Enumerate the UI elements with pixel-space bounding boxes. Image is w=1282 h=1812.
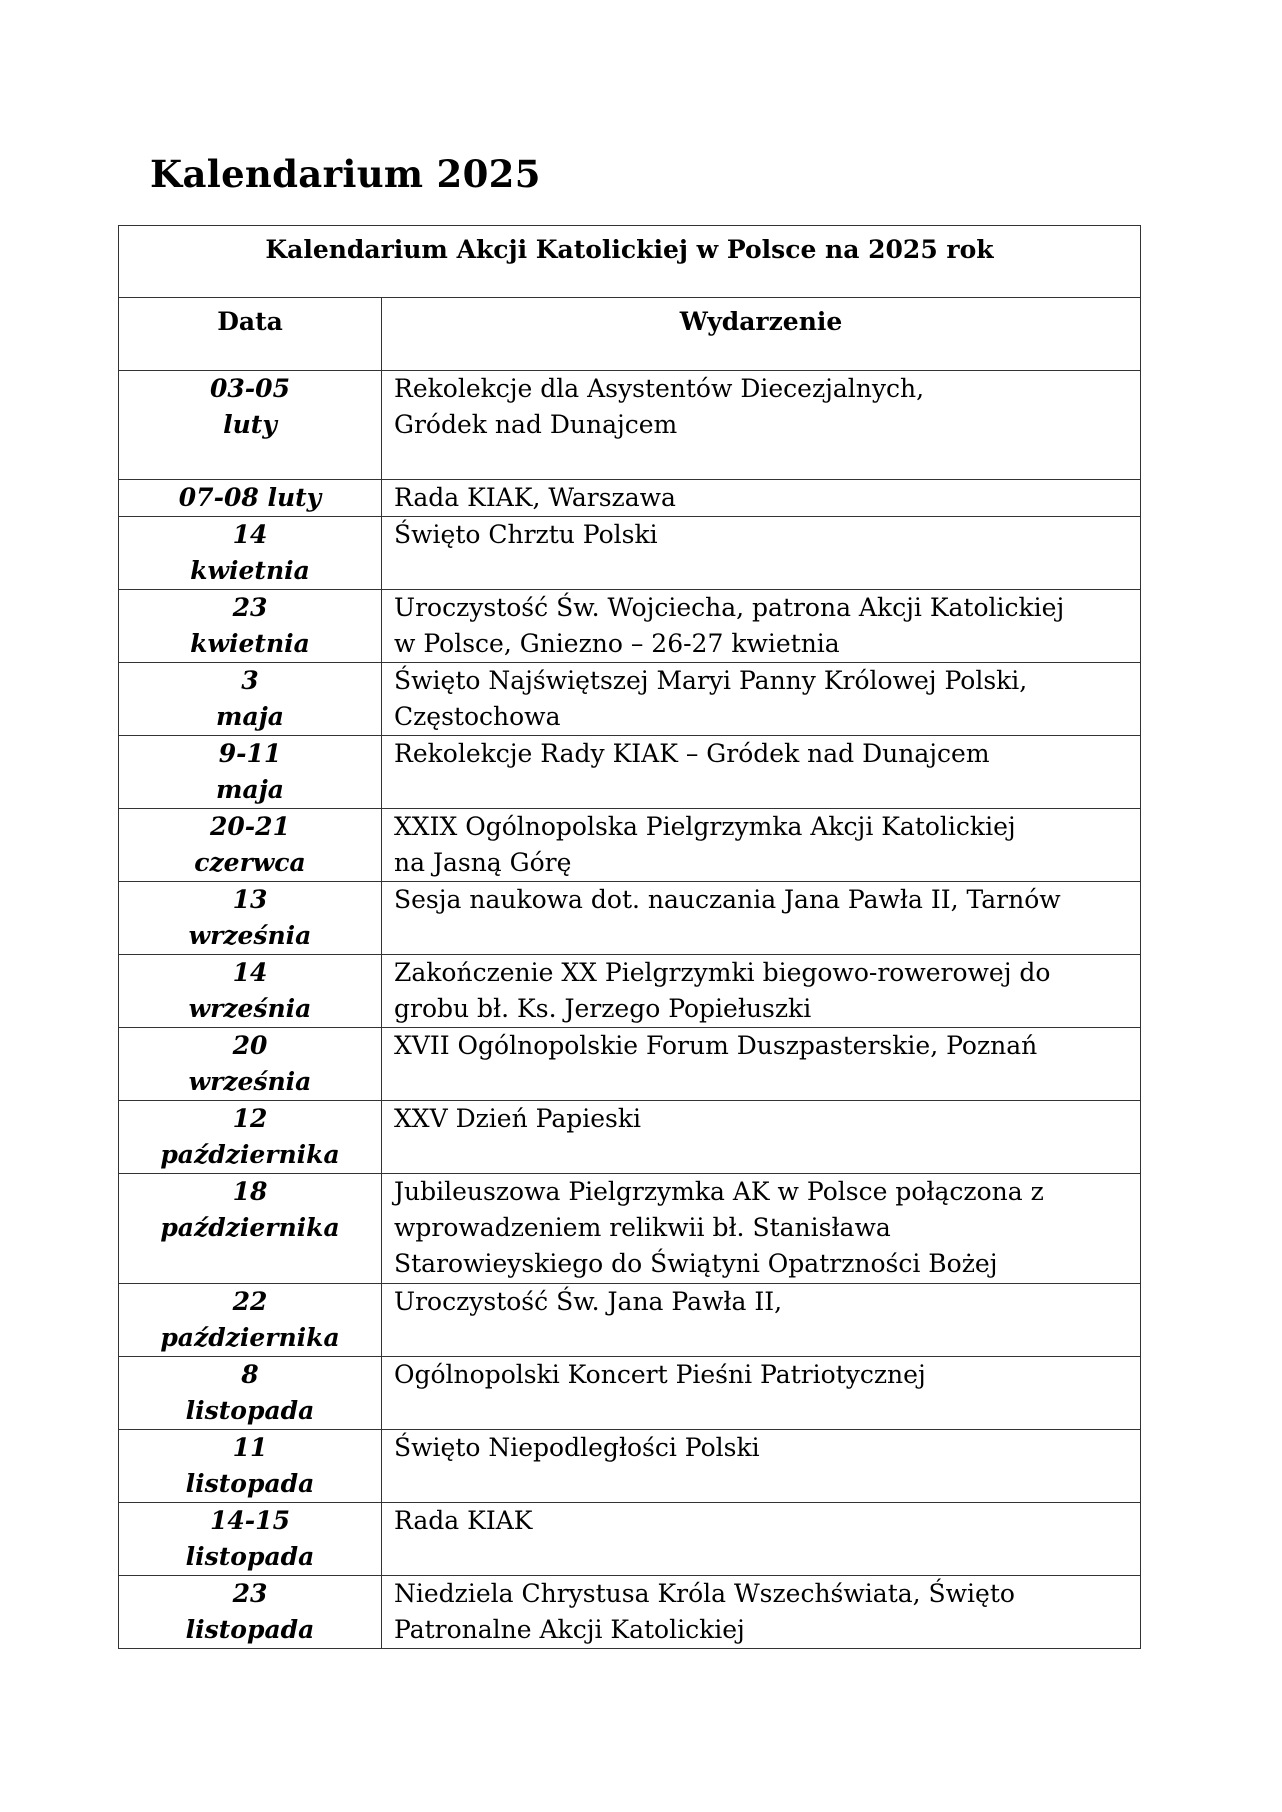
table-row — [119, 517, 1141, 590]
table-row — [119, 1503, 1141, 1576]
calendar-table — [118, 225, 1141, 1649]
date-cell: 07-08 luty — [119, 480, 382, 517]
date-cell: 20 września — [119, 1028, 382, 1101]
column-header-date: Data — [119, 298, 382, 371]
table-row — [119, 590, 1141, 663]
date-cell: 12 października — [119, 1101, 382, 1174]
column-header-event: Wydarzenie — [382, 298, 1141, 371]
date-cell: 22 października — [119, 1284, 382, 1357]
date-cell: 13 września — [119, 882, 382, 955]
date-cell: 14-15 listopada — [119, 1503, 382, 1576]
table-row — [119, 809, 1141, 882]
table-row — [119, 1174, 1141, 1284]
table-row — [119, 1101, 1141, 1174]
table-row — [119, 663, 1141, 736]
date-cell: 14 września — [119, 955, 382, 1028]
event-cell: Uroczystość Św. Wojciecha, patrona Akcji Katolickiej w Polsce, Gniezno – 26-27 kwietnia — [382, 590, 1141, 663]
date-cell: 14 kwietnia — [119, 517, 382, 590]
event-cell: Święto Niepodległości Polski — [382, 1430, 1141, 1503]
date-cell: 23 kwietnia — [119, 590, 382, 663]
event-cell: XXIX Ogólnopolska Pielgrzymka Akcji Katolickiej na Jasną Górę — [382, 809, 1141, 882]
table-row — [119, 955, 1141, 1028]
event-cell: Ogólnopolski Koncert Pieśni Patriotycznej — [382, 1357, 1141, 1430]
date-cell: 23 listopada — [119, 1576, 382, 1649]
table-row — [119, 882, 1141, 955]
table-row — [119, 1576, 1141, 1649]
date-cell: 11 listopada — [119, 1430, 382, 1503]
event-cell: Święto Chrztu Polski — [382, 517, 1141, 590]
event-cell: XVII Ogólnopolskie Forum Duszpasterskie, Poznań — [382, 1028, 1141, 1101]
date-cell: 18 października — [119, 1174, 382, 1284]
table-row — [119, 736, 1141, 809]
event-cell: Rada KIAK, Warszawa — [382, 480, 1141, 517]
page-title: Kalendarium 2025 — [150, 152, 541, 196]
date-cell: 20-21 czerwca — [119, 809, 382, 882]
table-row — [119, 1028, 1141, 1101]
event-cell: Jubileuszowa Pielgrzymka AK w Polsce połączona z wprowadzeniem relikwii bł. Stanisława Starowieyskiego do Świątyni Opatrzności Bożej — [382, 1174, 1141, 1284]
table-row — [119, 371, 1141, 480]
event-cell: XXV Dzień Papieski — [382, 1101, 1141, 1174]
event-cell: Uroczystość Św. Jana Pawła II, — [382, 1284, 1141, 1357]
event-cell: Sesja naukowa dot. nauczania Jana Pawła II, Tarnów — [382, 882, 1141, 955]
event-cell: Zakończenie XX Pielgrzymki biegowo-rowerowej do grobu bł. Ks. Jerzego Popiełuszki — [382, 955, 1141, 1028]
event-cell: Rekolekcje dla Asystentów Diecezjalnych, Gródek nad Dunajcem — [382, 371, 1141, 480]
date-cell: 03-05 luty — [119, 371, 382, 480]
event-cell: Święto Najświętszej Maryi Panny Królowej Polski, Częstochowa — [382, 663, 1141, 736]
event-cell: Niedziela Chrystusa Króla Wszechświata, Święto Patronalne Akcji Katolickiej — [382, 1576, 1141, 1649]
date-cell: 8 listopada — [119, 1357, 382, 1430]
table-row — [119, 1284, 1141, 1357]
date-cell: 9-11 maja — [119, 736, 382, 809]
event-cell: Rekolekcje Rady KIAK – Gródek nad Dunajcem — [382, 736, 1141, 809]
event-cell: Rada KIAK — [382, 1503, 1141, 1576]
date-cell: 3 maja — [119, 663, 382, 736]
table-row — [119, 1430, 1141, 1503]
table-row — [119, 480, 1141, 517]
table-row — [119, 1357, 1141, 1430]
table-caption: Kalendarium Akcji Katolickiej w Polsce na 2025 rok — [119, 226, 1141, 298]
